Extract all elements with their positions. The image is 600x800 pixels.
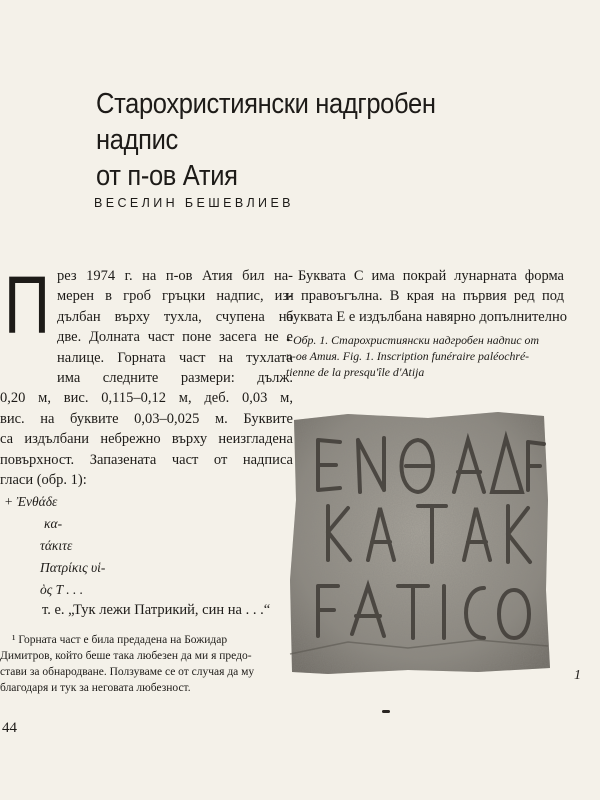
inscription-line: Πατρίκις υἱ- xyxy=(40,560,106,575)
body-line: вис. на буквите 0,03–0,025 м. Буквите xyxy=(0,411,293,427)
body-line: и правоъгълна. В края на първия ред под xyxy=(286,288,564,304)
body-line: мерен в гроб гръцки надпис, из- xyxy=(57,288,293,304)
body-line: гласи (обр. 1): xyxy=(0,472,87,488)
inscription-line: + Ἐνθάδε xyxy=(4,494,58,509)
inscription-line: ὸς Τ . . . xyxy=(40,582,84,597)
figure-caption-line: • Обр. 1. Старохристиянски надгробен надпис от xyxy=(286,333,539,347)
title-line-2: от п-ов Атия xyxy=(96,160,238,192)
drop-cap: П xyxy=(4,260,50,351)
body-line: има следните размери: дълж. xyxy=(57,370,293,386)
figure-caption-line: п-ов Атия. Fig. 1. Inscription funéraire paléochré- xyxy=(286,349,530,363)
footnote-line: благодаря и тук за неговата любезност. xyxy=(0,682,191,694)
article-author: ВЕСЕЛИН БЕШЕВЛИЕВ xyxy=(94,196,294,210)
article-title xyxy=(96,86,466,194)
body-line: 0,20 м, вис. 0,115–0,12 м, деб. 0,03 м, xyxy=(0,390,293,406)
body-line: повърхност. Запазената част от надписа xyxy=(0,452,293,468)
body-line: Буквата С има покрай лунарната форма xyxy=(298,268,564,284)
body-line: буквата Е е издълбана навярно допълнително xyxy=(286,309,567,325)
inscription-line: κα- xyxy=(44,516,63,531)
footnote-line: Димитров, който беше така любезен да ми я предо- xyxy=(0,650,252,662)
inscribed-brick-photo xyxy=(288,410,550,676)
body-line: са издълбани небрежно върху неизгладена xyxy=(0,431,293,447)
page-number: 44 xyxy=(2,720,17,736)
footnote-line: стави за обнародване. Ползуваме се от случая да му xyxy=(0,666,255,678)
body-line: рез 1974 г. на п-ов Атия бил на- xyxy=(57,268,293,284)
ornament-dot xyxy=(382,710,390,713)
figure-number: 1 xyxy=(574,668,581,683)
body-line: налице. Горната част на тухлата xyxy=(57,350,293,366)
body-line: дълбан върху тухла, счупена на xyxy=(57,309,293,325)
translation-line: т. е. „Тук лежи Патрикий, син на . . .“ xyxy=(42,602,271,618)
body-line: две. Долната част поне засега не е xyxy=(57,329,293,345)
footnote-line: ¹ Горната част е била предадена на Божидар xyxy=(12,634,228,646)
inscription-line: τάκιτε xyxy=(40,538,73,553)
title-line-1: Старохристиянски надгробен надпис xyxy=(96,88,436,156)
figure-caption-line: tienne de la presqu'île d'Atija xyxy=(286,365,425,379)
